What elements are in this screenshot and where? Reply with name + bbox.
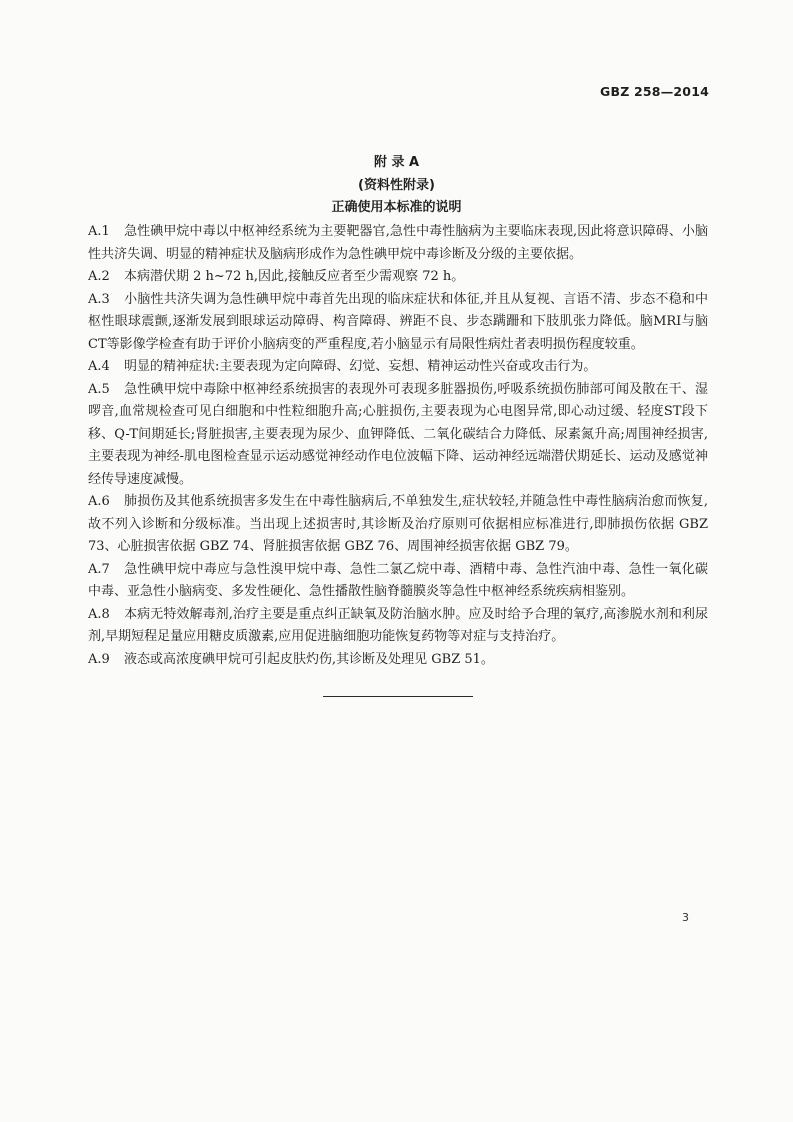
annex-type: (资料性附录) xyxy=(358,178,435,193)
clause-label: A.4 xyxy=(88,359,110,374)
clause-a5 xyxy=(88,379,708,492)
clause-a6 xyxy=(88,491,708,559)
clause-a1 xyxy=(88,221,708,266)
clause-label: A.6 xyxy=(88,494,110,509)
clause-label: A.8 xyxy=(88,606,110,622)
clause-text: 急性碘甲烷中毒除中枢神经系统损害的表现外可表现多脏器损伤,呼吸系统损伤肺部可闻及散在干、湿啰音,血常规检查可见白细胞和中性粒细胞升高;心脏损伤,主要表现为心电图异常,即心动过缓、轻度ST段下移、Q-T间期延长;肾脏损害,主要表现为尿少、血钾降低、二氧化碳结合力降低、尿素氮升高;周围神经损害,主要表现为神经-肌电图检查显示运动感觉神经动作电位波幅下降、运动神经远端潜伏期延长、运动及感觉神经传导速度减慢。 xyxy=(88,381,708,487)
clause-text: 急性碘甲烷中毒以中枢神经系统为主要靶器官,急性中毒性脑病为主要临床表现,因此将意识障碍、小脑性共济失调、明显的精神症状及脑病形成作为急性碘甲烷中毒诊断及分级的主要依据。 xyxy=(88,224,708,262)
clause-text: 肺损伤及其他系统损害多发生在中毒性脑病后,不单独发生,症状较轻,并随急性中毒性脑病治愈而恢复,故不列入诊断和分级标准。当出现上述损害时,其诊断及治疗原则可依据相应标准进行,即肺损伤依据 GBZ 73、心脏损害依据 GBZ 74、肾脏损害依据 GBZ 76、周围神经损害依据 GBZ 79。 xyxy=(88,494,708,554)
clause-label: A.3 xyxy=(88,291,110,307)
clause-label: A.5 xyxy=(88,381,110,397)
clause-label: A.1 xyxy=(88,224,110,239)
annex-title: 附 录 A xyxy=(373,155,420,170)
clause-a3 xyxy=(88,289,708,357)
annex-body xyxy=(88,221,708,671)
standard-code: GBZ 258—2014 xyxy=(600,84,709,99)
clause-a2 xyxy=(88,266,708,289)
clause-a9 xyxy=(88,649,708,672)
clause-text: 本病潜伏期 2 h~72 h,因此,接触反应者至少需观察 72 h。 xyxy=(124,269,465,284)
clause-label: A.2 xyxy=(88,269,110,284)
clause-text: 本病无特效解毒剂,治疗主要是重点纠正缺氧及防治脑水肿。应及时给予合理的氧疗,高渗脱水剂和利尿剂,早期短程足量应用糖皮质激素,应用促进脑细胞功能恢复药物等对症与支持治疗。 xyxy=(88,606,708,644)
clause-a7 xyxy=(88,559,708,604)
page-number: 3 xyxy=(682,911,689,924)
clause-text: 小脑性共济失调为急性碘甲烷中毒首先出现的临床症状和体征,并且从复视、言语不清、步态不稳和中枢性眼球震颤,逐渐发展到眼球运动障碍、构音障碍、辨距不良、步态蹒跚和下肢肌张力降低。脑MRI与脑CT等影像学检查有助于评价小脑病变的严重程度,若小脑显示有局限性病灶者表明损伤程度较重。 xyxy=(88,291,708,352)
clause-text: 急性碘甲烷中毒应与急性溴甲烷中毒、急性二氯乙烷中毒、酒精中毒、急性汽油中毒、急性一氧化碳中毒、亚急性小脑病变、多发性硬化、急性播散性脑脊髓膜炎等急性中枢神经系统疾病相鉴别。 xyxy=(88,561,708,599)
clause-a4 xyxy=(88,356,708,379)
clause-text: 液态或高浓度碘甲烷可引起皮肤灼伤,其诊断及处理见 GBZ 51。 xyxy=(124,651,494,667)
end-rule xyxy=(323,696,473,697)
clause-label: A.7 xyxy=(88,561,110,577)
clause-label: A.9 xyxy=(88,651,110,667)
clause-a8 xyxy=(88,604,708,649)
annex-subtitle: 正确使用本标准的说明 xyxy=(331,200,462,215)
clause-text: 明显的精神症状:主要表现为定向障碍、幻觉、妄想、精神运动性兴奋或攻击行为。 xyxy=(124,359,597,374)
